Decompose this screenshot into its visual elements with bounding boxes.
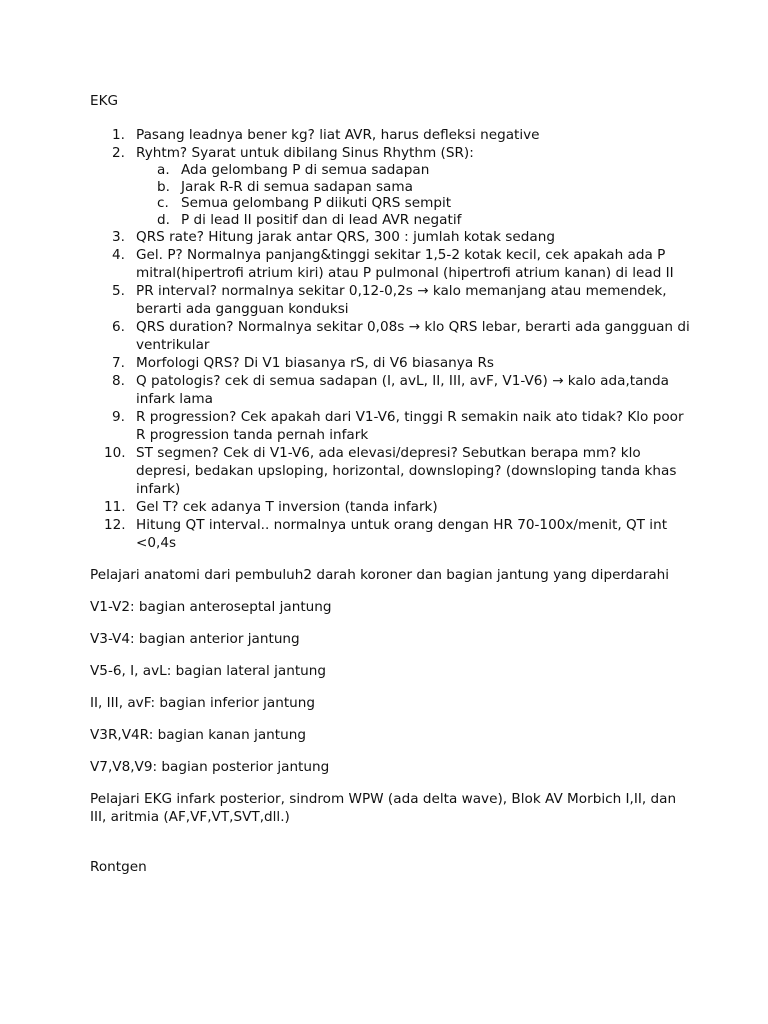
list-item-text: PR interval? normalnya sekitar 0,12-0,2s → kalo memanjang atau memendek, berarti ada gangguan konduksi (136, 283, 667, 317)
list-item-text: Q patologis? cek di semua sadapan (I, avL, II, III, avF, V1-V6) → kalo ada,tanda infark lama (136, 373, 669, 407)
list-item-text: QRS duration? Normalnya sekitar 0,08s → klo QRS lebar, berarti ada gangguan di ventrikular (136, 319, 690, 353)
sub-list (90, 162, 690, 228)
ekg-checklist (90, 126, 690, 552)
paragraph-kanan: V3R,V4R: bagian kanan jantung (90, 727, 306, 743)
list-item (90, 354, 690, 372)
list-item-text: Gel T? cek adanya T inversion (tanda infark) (136, 499, 438, 515)
sub-list-letter: c. (157, 195, 169, 211)
paragraph-ekg-infark: Pelajari EKG infark posterior, sindrom WPW (ada delta wave), Blok AV Morbich I,II, dan III, aritmia (AF,VF,VT,SVT,dll.) (90, 791, 677, 825)
list-item-text: Gel. P? Normalnya panjang&tinggi sekitar 1,5-2 kotak kecil, cek apakah ada P mitral(hipertrofi atrium kiri) atau P pulmonal (hipertrofi atrium kanan) di lead II (136, 247, 674, 281)
list-item-text: Hitung QT interval.. normalnya untuk orang dengan HR 70-100x/menit, QT int <0,4s (136, 517, 668, 551)
list-item (90, 516, 690, 552)
list-item-text: Pasang leadnya bener kg? liat AVR, harus defleksi negative (136, 127, 540, 143)
list-item (90, 144, 690, 228)
list-item (90, 126, 690, 144)
list-item-text: Morfologi QRS? Di V1 biasanya rS, di V6 biasanya Rs (136, 355, 495, 371)
document-page (90, 92, 690, 876)
paragraph-v3-v4: V3-V4: bagian anterior jantung (90, 631, 300, 647)
sub-list-letter: d. (157, 211, 170, 228)
paragraph-v1-v2: V1-V2: bagian anteroseptal jantung (90, 599, 332, 615)
list-item (90, 318, 690, 354)
sub-list-item (90, 179, 690, 196)
list-item (90, 408, 690, 444)
list-number: 12. (104, 517, 126, 533)
sub-list-letter: a. (157, 162, 170, 178)
list-item (90, 246, 690, 282)
sub-list-item (90, 162, 690, 179)
sub-list-text: Jarak R-R di semua sadapan sama (181, 178, 413, 195)
sub-list-text: Ada gelombang P di semua sadapan (181, 162, 430, 178)
list-number: 3. (112, 229, 125, 245)
list-number: 7. (112, 355, 125, 371)
list-number: 2. (112, 145, 125, 161)
sub-list-text: P di lead II positif dan di lead AVR negatif (181, 211, 462, 228)
paragraph-anatomi: Pelajari anatomi dari pembuluh2 darah koroner dan bagian jantung yang diperdarahi (90, 567, 670, 583)
sub-list-text: Semua gelombang P diikuti QRS sempit (181, 195, 452, 211)
list-number: 6. (112, 319, 125, 335)
paragraph-v5-6: V5-6, I, avL: bagian lateral jantung (90, 663, 327, 679)
sub-list-letter: b. (157, 178, 170, 195)
list-item (90, 444, 690, 498)
list-item (90, 498, 690, 516)
list-item-text: ST segmen? Cek di V1-V6, ada elevasi/depresi? Sebutkan berapa mm? klo depresi, bedakan upsloping, horizontal, downsloping? (downsloping tanda khas infark) (136, 445, 677, 497)
sub-list-item (90, 195, 690, 212)
list-number: 5. (112, 283, 125, 299)
sub-list-item (90, 212, 690, 229)
list-item-text: R progression? Cek apakah dari V1-V6, tinggi R semakin naik ato tidak? Klo poor R progression tanda pernah infark (136, 409, 684, 443)
paragraph-posterior: V7,V8,V9: bagian posterior jantung (90, 759, 330, 775)
list-number: 4. (112, 247, 125, 263)
section-title-ekg: EKG (90, 93, 119, 109)
list-item (90, 228, 690, 246)
list-item-text: QRS rate? Hitung jarak antar QRS, 300 : jumlah kotak sedang (136, 229, 555, 245)
list-number: 8. (112, 373, 125, 389)
list-number: 9. (112, 409, 125, 425)
list-number: 10. (104, 445, 126, 461)
list-item-text: Ryhtm? Syarat untuk dibilang Sinus Rhythm (SR): (136, 145, 474, 161)
paragraph-inferior: II, III, avF: bagian inferior jantung (90, 695, 316, 711)
list-number: 1. (112, 127, 125, 143)
section-title-rontgen: Rontgen (90, 859, 147, 875)
list-number: 11. (104, 499, 126, 515)
list-item (90, 282, 690, 318)
list-item (90, 372, 690, 408)
